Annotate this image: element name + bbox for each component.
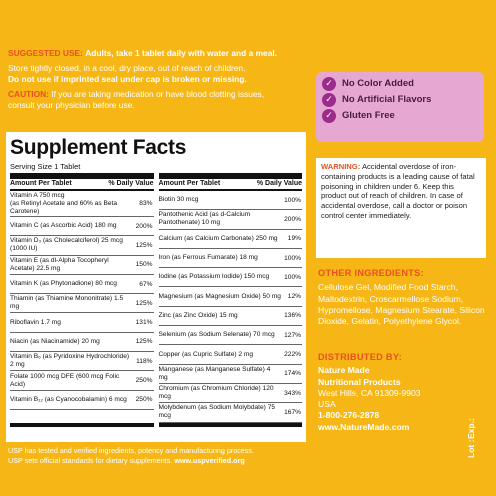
facts-row	[159, 249, 303, 268]
nutrient-name-wrap	[10, 295, 133, 311]
nutrient-name: Vitamin D₃ (as Cholecalciferol) 25 mcg (1000 IU)	[10, 237, 123, 253]
nutrient-name-wrap	[10, 222, 117, 230]
facts-row	[10, 294, 154, 313]
other-ingredients-text: Cellulose Gel, Modified Food Starch, Maltodextrin, Croscarmellose Sodium, Hypromellose, Magnesium Stearate, Silicon Dioxide, Gelatin, Polyethylene Glycol.	[318, 282, 485, 327]
warning-label: WARNING:	[321, 162, 361, 171]
badge-item-label: No Color Added	[342, 78, 414, 89]
daily-value-percent: 67%	[139, 280, 153, 288]
usp-line-2	[8, 456, 308, 466]
nutrient-name: Vitamin K (as Phytonadione) 80 mcg	[10, 280, 117, 288]
nutrient-name-wrap	[159, 273, 270, 281]
nutrient-name-wrap	[159, 366, 282, 382]
nutrient-name-wrap	[159, 293, 281, 301]
badge-item-label: No Artificial Flavors	[342, 94, 432, 105]
nutrient-name-wrap	[10, 280, 117, 288]
badge-item	[322, 108, 478, 123]
distributor-phone: 1-800-276-2878	[318, 410, 380, 421]
usp-line-1: USP has tested and verified ingredients, potency and manufacturing process.	[8, 446, 254, 455]
distributor-name-1: Nature Made	[318, 365, 370, 376]
daily-value-header: % Daily Value	[108, 180, 154, 187]
daily-value-percent: 12%	[287, 293, 301, 301]
daily-value-percent: 100%	[284, 273, 301, 281]
lot-label: Lot :	[466, 439, 476, 458]
nutrient-name-wrap	[10, 237, 133, 253]
nutrient-name: Biotin 30 mcg	[158, 196, 199, 204]
daily-value-percent: 19%	[287, 235, 301, 243]
supplement-facts-title: Supplement Facts	[10, 136, 187, 159]
daily-value-percent: 150%	[135, 261, 153, 269]
daily-value-percent: 118%	[136, 357, 153, 365]
nutrient-name: Vitamin A 750 mcg	[10, 191, 65, 199]
facts-row	[159, 326, 303, 345]
facts-row	[10, 191, 154, 217]
nutrient-name: Copper (as Cupric Sulfate) 2 mg	[158, 350, 254, 358]
distributor-name-2: Nutritional Products	[318, 376, 401, 387]
lot-exp-area	[466, 418, 490, 458]
facts-row	[159, 403, 303, 422]
facts-row	[159, 191, 303, 210]
daily-value-percent: 200%	[135, 222, 153, 230]
daily-value-percent: 250%	[135, 396, 153, 404]
distributor-title: DISTRIBUTED BY:	[318, 352, 402, 362]
other-ingredients-title: OTHER INGREDIENTS:	[318, 268, 424, 278]
distributor-address: West Hills, CA 91309-9903	[318, 387, 421, 398]
nutrient-name: Selenium (as Sodium Selenate) 70 mcg	[158, 331, 275, 339]
suggested-use-line	[8, 48, 308, 60]
nutrient-name: Folate 1000 mcg DFE (600 mcg Folic Acid)	[10, 372, 120, 388]
daily-value-percent: 127%	[284, 331, 301, 339]
distributor-country: USA	[318, 399, 336, 410]
nutrient-name: Molybdenum (as Sodium Molybdate) 75 mcg	[158, 404, 276, 420]
nutrient-name: Chromium (as Chromium Chloride) 120 mcg	[158, 385, 274, 401]
daily-value-percent: 167%	[284, 408, 301, 416]
directions-block	[8, 48, 308, 112]
daily-value-percent: 131%	[135, 319, 153, 327]
nutrient-name: Thiamin (as Thiamine Mononitrate) 1.5 mg	[10, 295, 124, 311]
nutrient-name-wrap	[159, 331, 275, 339]
nutrient-name: Zinc (as Zinc Oxide) 15 mg	[158, 311, 238, 319]
facts-row	[10, 391, 154, 410]
check-icon: ✓	[322, 93, 336, 107]
nutrient-name: Iron (as Ferrous Fumarate) 18 mg	[158, 254, 258, 262]
daily-value-percent: 125%	[135, 338, 153, 346]
suggested-use-label: SUGGESTED USE:	[8, 48, 83, 58]
daily-value-percent: 136%	[284, 312, 301, 320]
facts-right-column	[159, 173, 303, 427]
column-header	[10, 179, 154, 191]
facts-row	[159, 365, 303, 384]
caution-text-1: If you are taking medication or have blood clotting issues,	[51, 88, 265, 99]
facts-left-column	[10, 173, 154, 427]
daily-value-percent: 200%	[284, 215, 301, 223]
daily-value-percent: 343%	[284, 389, 301, 397]
nutrient-name: Pantothenic Acid (as d-Calcium Pantothenate) 10 mg	[158, 211, 251, 227]
daily-value-percent: 83%	[139, 200, 153, 207]
facts-row	[10, 256, 154, 275]
nutrient-name-wrap	[159, 254, 258, 262]
check-icon: ✓	[322, 109, 336, 123]
nutrient-name-wrap	[10, 192, 136, 216]
nutrient-name-wrap	[159, 211, 282, 227]
daily-value-percent: 100%	[284, 254, 301, 262]
nutrient-name-wrap	[159, 351, 254, 359]
supplement-facts-panel	[6, 132, 306, 442]
distributor-section	[318, 352, 490, 433]
other-ingredients-section	[318, 268, 490, 327]
nutrient-name: Riboflavin 1.7 mg	[10, 318, 61, 326]
usp-line-2-text: USP sets official standards for dietary supplements.	[8, 455, 173, 465]
check-icon: ✓	[322, 77, 336, 91]
usp-statement	[8, 446, 308, 465]
nutrient-name-wrap	[10, 338, 100, 346]
daily-value-percent: 174%	[284, 370, 301, 378]
badge-item	[322, 76, 478, 91]
storage-line-2: Do not use if imprinted seal under cap is broken or missing.	[8, 74, 247, 84]
nutrient-name-wrap	[159, 312, 238, 320]
distributor-website[interactable]: www.NatureMade.com	[318, 421, 410, 432]
badge-item-label: Gluten Free	[342, 110, 395, 121]
daily-value-percent: 250%	[135, 377, 153, 385]
free-from-badge	[316, 72, 484, 142]
exp-label: Exp.:	[466, 418, 476, 439]
suggested-use-text: Adults, take 1 tablet daily with water and a meal.	[85, 48, 277, 58]
storage-line-1: Store tightly closed, in a cool, dry place, out of reach of children.	[8, 62, 246, 73]
caution-label: CAUTION:	[8, 88, 49, 99]
nutrient-source: (as Retinyl Acetate and 60% as Beta Carotene)	[10, 199, 118, 215]
daily-value-percent: 125%	[135, 241, 153, 249]
facts-row	[159, 268, 303, 287]
amount-header: Amount Per Tablet	[158, 180, 221, 187]
nutrient-name: Manganese (as Manganese Sulfate) 4 mg	[158, 365, 271, 381]
usp-website-link[interactable]: www.uspverified.org	[174, 455, 245, 465]
daily-value-percent: 222%	[284, 351, 301, 359]
nutrient-name-wrap	[159, 235, 278, 243]
nutrient-name: Niacin (as Niacinamide) 20 mg	[10, 337, 100, 345]
iron-warning-box	[316, 158, 486, 258]
facts-row	[10, 333, 154, 352]
facts-row	[10, 313, 154, 332]
facts-row	[10, 352, 154, 371]
nutrient-name: Vitamin B₆ (as Pyridoxine Hydrochloride) 2 mg	[10, 353, 130, 369]
nutrient-name-wrap	[10, 396, 127, 404]
warning-text: Accidental overdose of iron-containing products is a leading cause of fatal poisoning in children under 6. Keep this product out of reach of children. In case of accidental overdose, call a doctor or poison control center immediately.	[321, 162, 475, 220]
column-header	[159, 179, 303, 191]
nutrient-name: Vitamin C (as Ascorbic Acid) 180 mg	[10, 222, 117, 230]
facts-row	[10, 217, 154, 236]
nutrient-name: Magnesium (as Magnesium Oxide) 50 mg	[158, 292, 281, 300]
facts-row	[159, 287, 303, 306]
badge-item	[322, 92, 478, 107]
daily-value-percent: 100%	[284, 196, 301, 204]
facts-row	[10, 371, 154, 390]
nutrient-name-wrap	[159, 196, 199, 204]
nutrient-name-wrap	[159, 404, 282, 420]
nutrient-name: Vitamin B₁₂ (as Cyanocobalamin) 6 mcg	[10, 395, 127, 403]
nutrient-name-wrap	[10, 319, 61, 327]
amount-header: Amount Per Tablet	[10, 180, 72, 187]
nutrient-name: Calcium (as Calcium Carbonate) 250 mg	[158, 234, 278, 242]
facts-row	[159, 384, 303, 403]
serving-size: Serving Size 1 Tablet	[10, 162, 81, 171]
nutrient-name-wrap	[10, 353, 133, 369]
nutrient-name-wrap	[10, 373, 133, 389]
daily-value-percent: 125%	[135, 299, 153, 307]
facts-row	[159, 210, 303, 229]
caution-line	[8, 89, 308, 101]
facts-row	[159, 307, 303, 326]
facts-row	[159, 230, 303, 249]
daily-value-header: % Daily Value	[256, 180, 302, 187]
facts-row	[159, 345, 303, 364]
nutrient-name-wrap	[10, 257, 133, 273]
facts-row	[10, 236, 154, 255]
nutrient-name: Iodine (as Potassium Iodide) 150 mcg	[158, 273, 270, 281]
caution-text-2: consult your physician before use.	[8, 100, 135, 110]
facts-row	[10, 275, 154, 294]
nutrient-name-wrap	[159, 385, 282, 401]
nutrient-name: Vitamin E (as dl-Alpha Tocopheryl Acetate) 22.5 mg	[10, 256, 109, 272]
